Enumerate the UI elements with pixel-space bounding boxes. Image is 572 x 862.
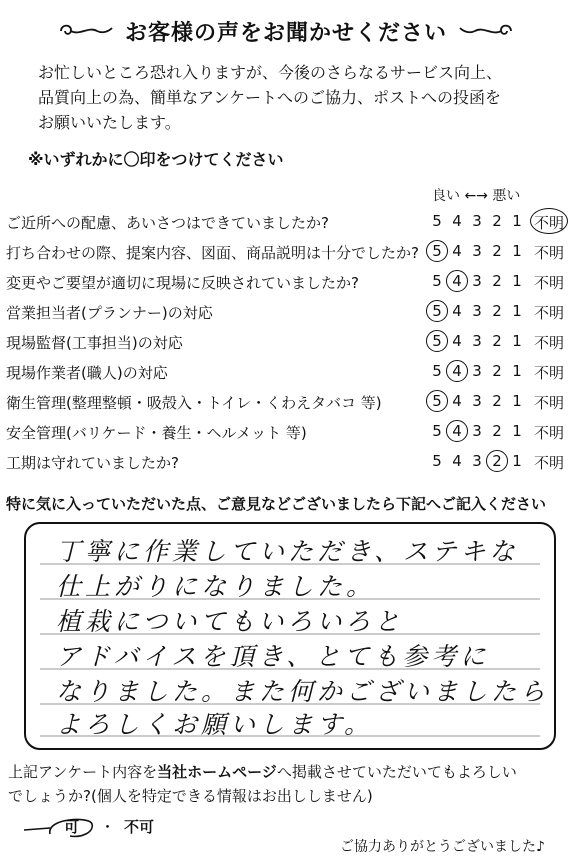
rating-option-4[interactable]: 4 (452, 272, 462, 290)
scale-good-label: 良い (432, 188, 460, 204)
question-row (6, 388, 568, 418)
rating-option-unknown[interactable]: 不明 (534, 394, 565, 412)
rating-option-unknown[interactable]: 不明 (534, 304, 565, 322)
rating-option-4[interactable]: 4 (452, 362, 462, 380)
selected-circle-mark (530, 208, 568, 234)
rating-option-3[interactable]: 3 (472, 422, 482, 440)
question-text: 工期は守れていましたか? (6, 454, 179, 472)
question-row (6, 328, 568, 358)
rating-option-1[interactable]: 1 (512, 212, 522, 230)
rating-option-1[interactable]: 1 (512, 332, 522, 350)
consent-text: 上記アンケート内容を (8, 763, 158, 781)
question-row (6, 268, 568, 298)
swirl-ornament-right-icon (457, 22, 515, 40)
question-text: 衛生管理(整理整頓・吸殻入・トイレ・くわえタバコ 等) (6, 394, 382, 412)
question-row (6, 358, 568, 388)
rating-option-5[interactable]: 5 (432, 392, 442, 410)
handwritten-comment-line: 植栽についてもいろいろと (56, 607, 404, 636)
question-text: 打ち合わせの際、提案内容、図面、商品説明は十分でしたか? (6, 244, 419, 262)
rating-option-5[interactable]: 5 (432, 302, 442, 320)
rating-option-4[interactable]: 4 (452, 392, 462, 410)
rating-option-1[interactable]: 1 (512, 272, 522, 290)
rating-scale (428, 392, 568, 414)
intro-line: 品質向上の為、簡単なアンケートへのご協力、ポストへの投函を (38, 88, 502, 107)
consent-line-2: でしょうか?(個人を特定できる情報はお出ししません) (8, 787, 373, 805)
question-text: 現場監督(工事担当)の対応 (6, 334, 183, 352)
rating-option-1[interactable]: 1 (512, 392, 522, 410)
question-row (6, 208, 568, 238)
rating-option-2[interactable]: 2 (492, 332, 502, 350)
question-text: 営業担当者(プランナー)の対応 (6, 304, 213, 322)
rating-option-3[interactable]: 3 (472, 392, 482, 410)
rating-option-2[interactable]: 2 (492, 302, 502, 320)
title-text: お客様の声をお聞かせください (124, 20, 447, 46)
selected-circle-mark (446, 360, 468, 382)
selected-circle-mark (426, 300, 448, 322)
scale-arrow-icon: ←→ (464, 188, 488, 204)
rating-option-2[interactable]: 2 (492, 452, 502, 470)
handwritten-comment-line: 仕上がりになりました。 (56, 572, 376, 601)
rating-option-3[interactable]: 3 (472, 362, 482, 380)
rating-scale (428, 452, 568, 474)
rating-option-unknown[interactable]: 不明 (534, 274, 565, 292)
instruction-text: ※いずれかに〇印をつけてください (28, 150, 284, 169)
consent-line-1 (8, 760, 568, 784)
rating-option-3[interactable]: 3 (472, 242, 482, 260)
rating-option-unknown[interactable]: 不明 (534, 214, 565, 232)
question-text: 変更やご要望が適切に現場に反映されていましたか? (6, 274, 359, 292)
question-row (6, 298, 568, 328)
selected-circle-mark (426, 390, 448, 412)
rating-option-5[interactable]: 5 (432, 332, 442, 350)
comment-box[interactable] (24, 522, 556, 750)
rating-option-2[interactable]: 2 (492, 242, 502, 260)
rating-option-3[interactable]: 3 (472, 332, 482, 350)
rating-option-unknown[interactable]: 不明 (534, 454, 565, 472)
rating-scale (428, 302, 568, 324)
consent-options (20, 814, 220, 840)
rating-option-1[interactable]: 1 (512, 452, 522, 470)
rating-option-unknown[interactable]: 不明 (534, 424, 565, 442)
rating-option-unknown[interactable]: 不明 (534, 244, 565, 262)
rating-option-2[interactable]: 2 (492, 272, 502, 290)
question-row (6, 448, 568, 478)
survey-title (0, 14, 572, 48)
selected-circle-mark (446, 420, 468, 442)
handwritten-comment-line: よろしくお願いします。 (56, 710, 374, 739)
rating-scale (428, 422, 568, 444)
intro-text (38, 60, 548, 135)
rating-option-5[interactable]: 5 (432, 362, 442, 380)
rating-option-5[interactable]: 5 (432, 212, 442, 230)
intro-line: お願いいたします。 (38, 113, 181, 132)
rating-option-5[interactable]: 5 (432, 242, 442, 260)
rating-option-5[interactable]: 5 (432, 452, 442, 470)
rating-option-1[interactable]: 1 (512, 362, 522, 380)
rating-scale (428, 272, 568, 294)
scale-legend (432, 185, 520, 205)
rating-option-3[interactable]: 3 (472, 452, 482, 470)
option-separator: ・ (100, 818, 116, 836)
intro-line: お忙しいところ恐れ入りますが、今後のさらなるサービス向上、 (38, 63, 503, 82)
rating-scale (428, 332, 568, 354)
rating-option-2[interactable]: 2 (492, 392, 502, 410)
rating-option-1[interactable]: 1 (512, 422, 522, 440)
rating-scale (428, 212, 568, 234)
rating-option-2[interactable]: 2 (492, 422, 502, 440)
question-text: ご近所への配慮、あいさつはできていましたか? (6, 214, 329, 232)
rating-option-4[interactable]: 4 (452, 332, 462, 350)
consent-homepage-text: 当社ホームページ (157, 763, 277, 781)
rating-scale (428, 242, 568, 264)
selected-circle-mark (486, 450, 508, 472)
handwritten-comment-line: 丁寧に作業していただき、ステキな (56, 537, 519, 566)
rating-option-4[interactable]: 4 (452, 422, 462, 440)
handwritten-comment-line: なりました。また何かございましたら (56, 677, 550, 706)
consent-question (8, 760, 568, 808)
selected-circle-mark (426, 330, 448, 352)
option-yes[interactable]: 可 (64, 818, 80, 836)
rating-option-unknown[interactable]: 不明 (534, 364, 565, 382)
selected-circle-mark (446, 270, 468, 292)
rating-option-4[interactable]: 4 (452, 302, 462, 320)
rating-option-4[interactable]: 4 (452, 212, 462, 230)
rating-option-2[interactable]: 2 (492, 362, 502, 380)
rating-option-unknown[interactable]: 不明 (534, 334, 565, 352)
consent-text: へ掲載させていただいてもよろしい (276, 763, 517, 781)
rating-option-2[interactable]: 2 (492, 212, 502, 230)
scale-bad-label: 悪い (492, 188, 521, 204)
question-row (6, 418, 568, 448)
thanks-text: ご協力ありがとうございました♪ (340, 839, 545, 855)
rating-option-5[interactable]: 5 (432, 422, 442, 440)
rating-option-3[interactable]: 3 (472, 302, 482, 320)
swirl-ornament-left-icon (57, 22, 115, 40)
comment-heading: 特に気に入っていただいた点、ご意見などございましたら下記へご記入ください (6, 495, 547, 513)
rating-option-4[interactable]: 4 (452, 242, 462, 260)
rating-option-3[interactable]: 3 (472, 212, 482, 230)
rating-scale (428, 362, 568, 384)
rating-option-5[interactable]: 5 (432, 272, 442, 290)
option-no[interactable]: 不可 (124, 818, 155, 836)
selected-circle-mark (426, 240, 448, 262)
rating-option-1[interactable]: 1 (512, 302, 522, 320)
rating-option-1[interactable]: 1 (512, 242, 522, 260)
question-row (6, 238, 568, 268)
rating-option-3[interactable]: 3 (472, 272, 482, 290)
handwritten-comment-line: アドバイスを頂き、とても参考に (56, 642, 490, 671)
question-text: 安全管理(バリケード・養生・ヘルメット 等) (6, 424, 307, 442)
rating-option-4[interactable]: 4 (452, 452, 462, 470)
question-text: 現場作業者(職人)の対応 (6, 364, 168, 382)
